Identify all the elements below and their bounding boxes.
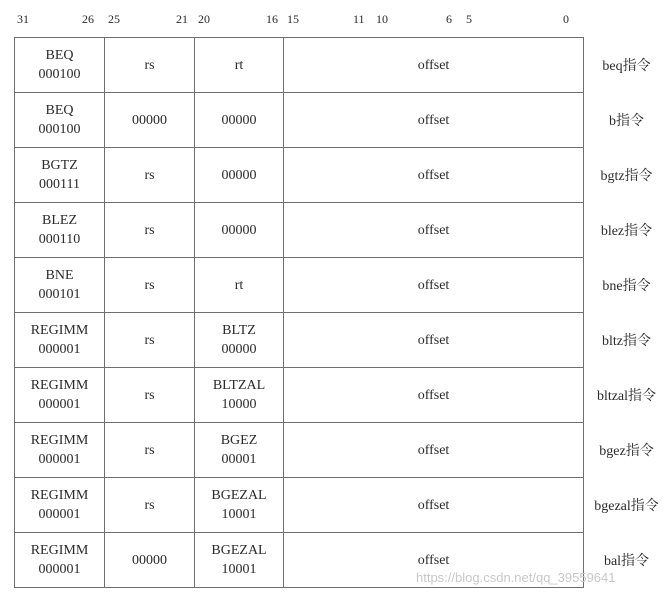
opcode-text: 000001 bbox=[38, 452, 81, 467]
opcode-cell bbox=[15, 368, 105, 423]
rs-cell bbox=[105, 203, 195, 258]
table-row bbox=[15, 203, 584, 258]
rs-cell bbox=[105, 38, 195, 93]
rt-cell bbox=[195, 368, 284, 423]
opcode-cell bbox=[15, 478, 105, 533]
instruction-name-text: bal指令 bbox=[603, 553, 650, 569]
bit-position-label: 16 bbox=[266, 12, 278, 26]
opcode-cell bbox=[15, 423, 105, 478]
opcode-cell bbox=[15, 38, 105, 93]
instruction-name-text: bgezal指令 bbox=[594, 498, 659, 514]
opcode-cell bbox=[15, 203, 105, 258]
table-row bbox=[15, 38, 584, 93]
rs-cell bbox=[105, 533, 195, 588]
opcode-text: 000100 bbox=[38, 122, 81, 137]
opcode-text: 000001 bbox=[38, 397, 81, 412]
instruction-name-label bbox=[583, 92, 670, 147]
bit-position-label: 5 bbox=[466, 12, 472, 26]
rt-text: 00000 bbox=[221, 222, 257, 238]
opcode-text: 000001 bbox=[38, 507, 81, 522]
bit-position-label: 0 bbox=[563, 12, 569, 26]
rt-text: BGEZ bbox=[220, 433, 258, 448]
opcode-text: 000110 bbox=[38, 232, 81, 247]
watermark: https://blog.csdn.net/qq_39559641 bbox=[416, 570, 616, 585]
bit-position-label: 26 bbox=[82, 12, 94, 26]
bit-position-label: 10 bbox=[376, 12, 388, 26]
rs-text: 00000 bbox=[132, 552, 167, 568]
opcode-text: BLEZ bbox=[42, 213, 77, 228]
offset-cell: offset bbox=[284, 38, 584, 93]
rs-text: rs bbox=[144, 497, 155, 513]
rt-cell bbox=[195, 148, 284, 203]
offset-cell: offset bbox=[284, 533, 584, 588]
rs-cell bbox=[105, 148, 195, 203]
bit-position-label: 15 bbox=[287, 12, 299, 26]
branch-encoding-table bbox=[14, 37, 584, 588]
instruction-name-label bbox=[583, 147, 670, 202]
rs-text: rs bbox=[144, 277, 155, 293]
rs-cell bbox=[105, 423, 195, 478]
rt-text: BGEZAL bbox=[211, 488, 267, 503]
opcode-cell bbox=[15, 533, 105, 588]
offset-cell: offset bbox=[284, 148, 584, 203]
opcode-text: REGIMM bbox=[30, 323, 89, 338]
rt-text: 10001 bbox=[221, 507, 257, 522]
rt-text: 00001 bbox=[221, 452, 257, 467]
opcode-text: 000001 bbox=[38, 562, 81, 577]
table-row bbox=[15, 93, 584, 148]
table-row bbox=[15, 478, 584, 533]
opcode-text: REGIMM bbox=[30, 378, 89, 393]
rs-text: rs bbox=[144, 222, 155, 238]
instruction-name-text: bne指令 bbox=[602, 278, 651, 294]
rt-text: 00000 bbox=[221, 167, 257, 183]
offset-cell: offset bbox=[284, 368, 584, 423]
instruction-name-label bbox=[583, 422, 670, 477]
bit-position-label: 20 bbox=[198, 12, 210, 26]
rt-cell bbox=[195, 38, 284, 93]
rt-cell bbox=[195, 533, 284, 588]
opcode-text: REGIMM bbox=[30, 488, 89, 503]
offset-cell: offset bbox=[284, 423, 584, 478]
table-row bbox=[15, 313, 584, 368]
instruction-name-label bbox=[583, 257, 670, 312]
instruction-name-text: bltzal指令 bbox=[596, 388, 657, 404]
offset-cell: offset bbox=[284, 313, 584, 368]
instruction-name-label bbox=[583, 477, 670, 532]
table-row bbox=[15, 148, 584, 203]
opcode-text: 000001 bbox=[38, 342, 81, 357]
rt-text: BLTZ bbox=[222, 323, 256, 338]
rt-cell bbox=[195, 203, 284, 258]
table-row bbox=[15, 258, 584, 313]
bit-position-label: 25 bbox=[108, 12, 120, 26]
instruction-name-label bbox=[583, 202, 670, 257]
instruction-name-text: bgez指令 bbox=[599, 443, 654, 459]
rt-text: 00000 bbox=[221, 342, 257, 357]
bit-position-label: 21 bbox=[176, 12, 188, 26]
opcode-text: BNE bbox=[45, 268, 74, 283]
bit-position-label: 11 bbox=[353, 12, 365, 26]
rs-cell bbox=[105, 313, 195, 368]
opcode-text: 000101 bbox=[38, 287, 81, 302]
rs-cell bbox=[105, 93, 195, 148]
rt-text: rt bbox=[234, 277, 244, 293]
instruction-name-label bbox=[583, 312, 670, 367]
opcode-text: BEQ bbox=[45, 103, 74, 118]
rs-text: rs bbox=[144, 387, 155, 403]
encoding-table-body bbox=[15, 38, 584, 588]
opcode-text: 000111 bbox=[39, 177, 80, 192]
rt-cell bbox=[195, 313, 284, 368]
instruction-name-text: blez指令 bbox=[600, 223, 653, 239]
opcode-text: REGIMM bbox=[30, 433, 89, 448]
instruction-name-text: bltz指令 bbox=[602, 333, 651, 349]
offset-cell: offset bbox=[284, 93, 584, 148]
opcode-text: BGTZ bbox=[41, 158, 78, 173]
opcode-cell bbox=[15, 148, 105, 203]
opcode-cell bbox=[15, 258, 105, 313]
rt-text: rt bbox=[234, 57, 244, 73]
rs-cell bbox=[105, 368, 195, 423]
rs-cell bbox=[105, 478, 195, 533]
rt-cell bbox=[195, 478, 284, 533]
instruction-name-text: bgtz指令 bbox=[600, 168, 653, 184]
bit-position-label: 6 bbox=[446, 12, 452, 26]
rs-cell bbox=[105, 258, 195, 313]
rt-cell bbox=[195, 93, 284, 148]
rt-cell bbox=[195, 258, 284, 313]
instruction-name-text: b指令 bbox=[609, 113, 644, 129]
rs-text: rs bbox=[144, 332, 155, 348]
rt-text: 00000 bbox=[221, 112, 257, 128]
table-row bbox=[15, 368, 584, 423]
opcode-cell bbox=[15, 313, 105, 368]
offset-cell: offset bbox=[284, 258, 584, 313]
offset-cell: offset bbox=[284, 203, 584, 258]
bit-position-label: 31 bbox=[17, 12, 29, 26]
rs-text: rs bbox=[144, 57, 155, 73]
opcode-text: 000100 bbox=[38, 67, 81, 82]
instruction-name-label bbox=[583, 367, 670, 422]
rt-text: 10001 bbox=[221, 562, 257, 577]
rs-text: rs bbox=[144, 442, 155, 458]
instruction-name-text: beq指令 bbox=[602, 58, 651, 74]
instruction-name-label bbox=[583, 37, 670, 92]
rs-text: 00000 bbox=[132, 112, 167, 128]
rt-cell bbox=[195, 423, 284, 478]
rs-text: rs bbox=[144, 167, 155, 183]
rt-text: BLTZAL bbox=[212, 378, 266, 393]
offset-cell: offset bbox=[284, 478, 584, 533]
rt-text: 10000 bbox=[221, 397, 257, 412]
table-row bbox=[15, 423, 584, 478]
opcode-text: BEQ bbox=[45, 48, 74, 63]
opcode-text: REGIMM bbox=[30, 543, 89, 558]
opcode-cell bbox=[15, 93, 105, 148]
rt-text: BGEZAL bbox=[211, 543, 267, 558]
